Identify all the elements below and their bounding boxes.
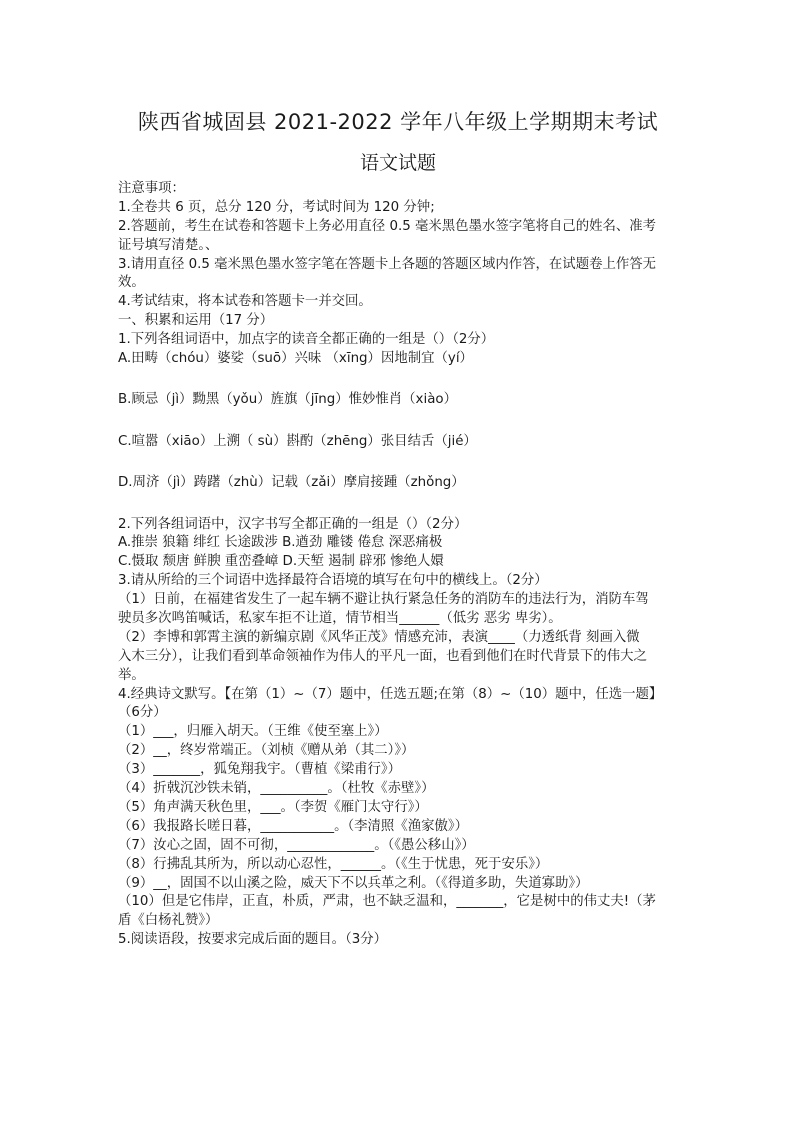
text-line: 驶员多次鸣笛喊话，私家车拒不让道，情节相当______（低劣 恶劣 卑劣）。: [118, 611, 562, 627]
text-line: （6分）: [118, 705, 167, 721]
blank-line: [118, 493, 688, 516]
text-line: （10）但是它伟岸，正直，朴质，严肃，也不缺乏温和，_______，它是树中的伟丈夫!（茅: [118, 894, 656, 910]
text-line: A.田畴（chóu）婆娑（suō）兴味 （xīng）因地制宜（yí）: [118, 351, 473, 367]
text-line: 1.全卷共 6 页，总分 120 分，考试时间为 120 分钟;: [118, 199, 435, 215]
text-line: （8）行拂乱其所为，所以动心忍性，______。（《生于忧患，死于安乐》）: [118, 856, 549, 872]
text-line: （2）李博和郭霄主演的新编京剧《风华正茂》情感充沛，表演____（力透纸背 刻画入微: [118, 629, 640, 645]
text-line: D.周济（jì）踌躇（zhù）记载（zǎi）摩肩接踵（zhǒng）: [118, 475, 465, 491]
text-line: （6）我报路长嗟日暮，___________。（李清照《渔家傲》）: [118, 818, 468, 834]
text-line: 一、积累和运用（17 分）: [118, 313, 274, 329]
text-line: 4.经典诗文默写。【在第（1）~（7）题中，任选五题;在第（8）~（10）题中，任选一题】: [118, 686, 663, 702]
text-line: （3）_______，狐兔翔我宇。（曹植《梁甫行》）: [118, 762, 402, 778]
text-line: 效。: [118, 275, 145, 291]
text-line: 5.阅读语段，按要求完成后面的题目。（3分）: [118, 932, 388, 948]
text-line: （1）___，归雁入胡天。（王维《使至塞上》）: [118, 724, 388, 740]
exam-subtitle: 语文试题: [359, 152, 436, 174]
text-line: （9）__，固国不以山溪之险，威天下不以兵革之利。（《得道多助，失道寡助》）: [118, 875, 589, 891]
text-line: 3.请从所给的三个词语中选择最符合语境的填写在句中的横线上。（2分）: [118, 573, 548, 589]
exam-body: [118, 180, 688, 950]
text-line: （7）汝心之固，固不可彻，_____________。（《愚公移山》）: [118, 837, 475, 853]
text-line: 1.下列各组词语中，加点字的读音全都正确的一组是（）（2分）: [118, 332, 495, 348]
text-line: C.喧嚣（xiāo）上溯（ sù）斟酌（zhēng）张目结舌（jié）: [118, 433, 477, 449]
text-line: （5）角声满天秋色里，___。（李贺《雁门太守行》）: [118, 799, 428, 815]
text-line: 举。: [118, 667, 145, 683]
text-line: 2.答题前，考生在试卷和答题卡上务必用直径 0.5 毫米黑色墨水签字笔将自己的姓名、准考: [118, 218, 657, 234]
text-line: B.顾忌（jì）黝黑（yǒu）旌旗（jīng）惟妙惟肖（xiào）: [118, 392, 457, 408]
text-line: 盾《白杨礼赞》）: [118, 913, 219, 929]
text-line: 2.下列各组词语中，汉字书写全都正确的一组是（）（2分）: [118, 516, 468, 532]
blank-line: [118, 369, 688, 392]
text-line: 4.考试结束，将本试卷和答题卡一并交回。: [118, 294, 372, 310]
text-line: 3.请用直径 0.5 毫米黑色墨水签字笔在答题卡上各题的答题区域内作答，在试题卷上作答无: [118, 256, 657, 272]
exam-title: 陕西省城固县 2021-2022 学年八年级上学期期末考试: [137, 110, 659, 134]
blank-line: [118, 410, 688, 433]
blank-line: [118, 452, 688, 475]
text-line: C.慑取 颓唐 鲜腴 重峦叠嶂 D.天堑 遏制 辟邪 惨绝人嬛: [118, 554, 444, 570]
text-line: （4）折戟沉沙铁未销，__________。（杜牧《赤壁》）: [118, 781, 435, 797]
text-line: 注意事项：: [118, 181, 185, 196]
text-line: A.推崇 狼籍 绯红 长途跋涉 B.遒劲 雕镂 倦怠 深恶痛极: [118, 535, 443, 551]
text-line: （2）__，终岁常端正。（刘桢《赠从弟（其二）》）: [118, 743, 415, 759]
text-line: 入木三分），让我们看到革命领袖作为伟人的平凡一面，也看到他们在时代背景下的伟大之: [118, 648, 647, 664]
text-line: 证号填写清楚。、: [118, 237, 219, 253]
text-line: （1）日前，在福建省发生了一起车辆不避让执行紧急任务的消防车的违法行为，消防车驾: [118, 592, 649, 608]
